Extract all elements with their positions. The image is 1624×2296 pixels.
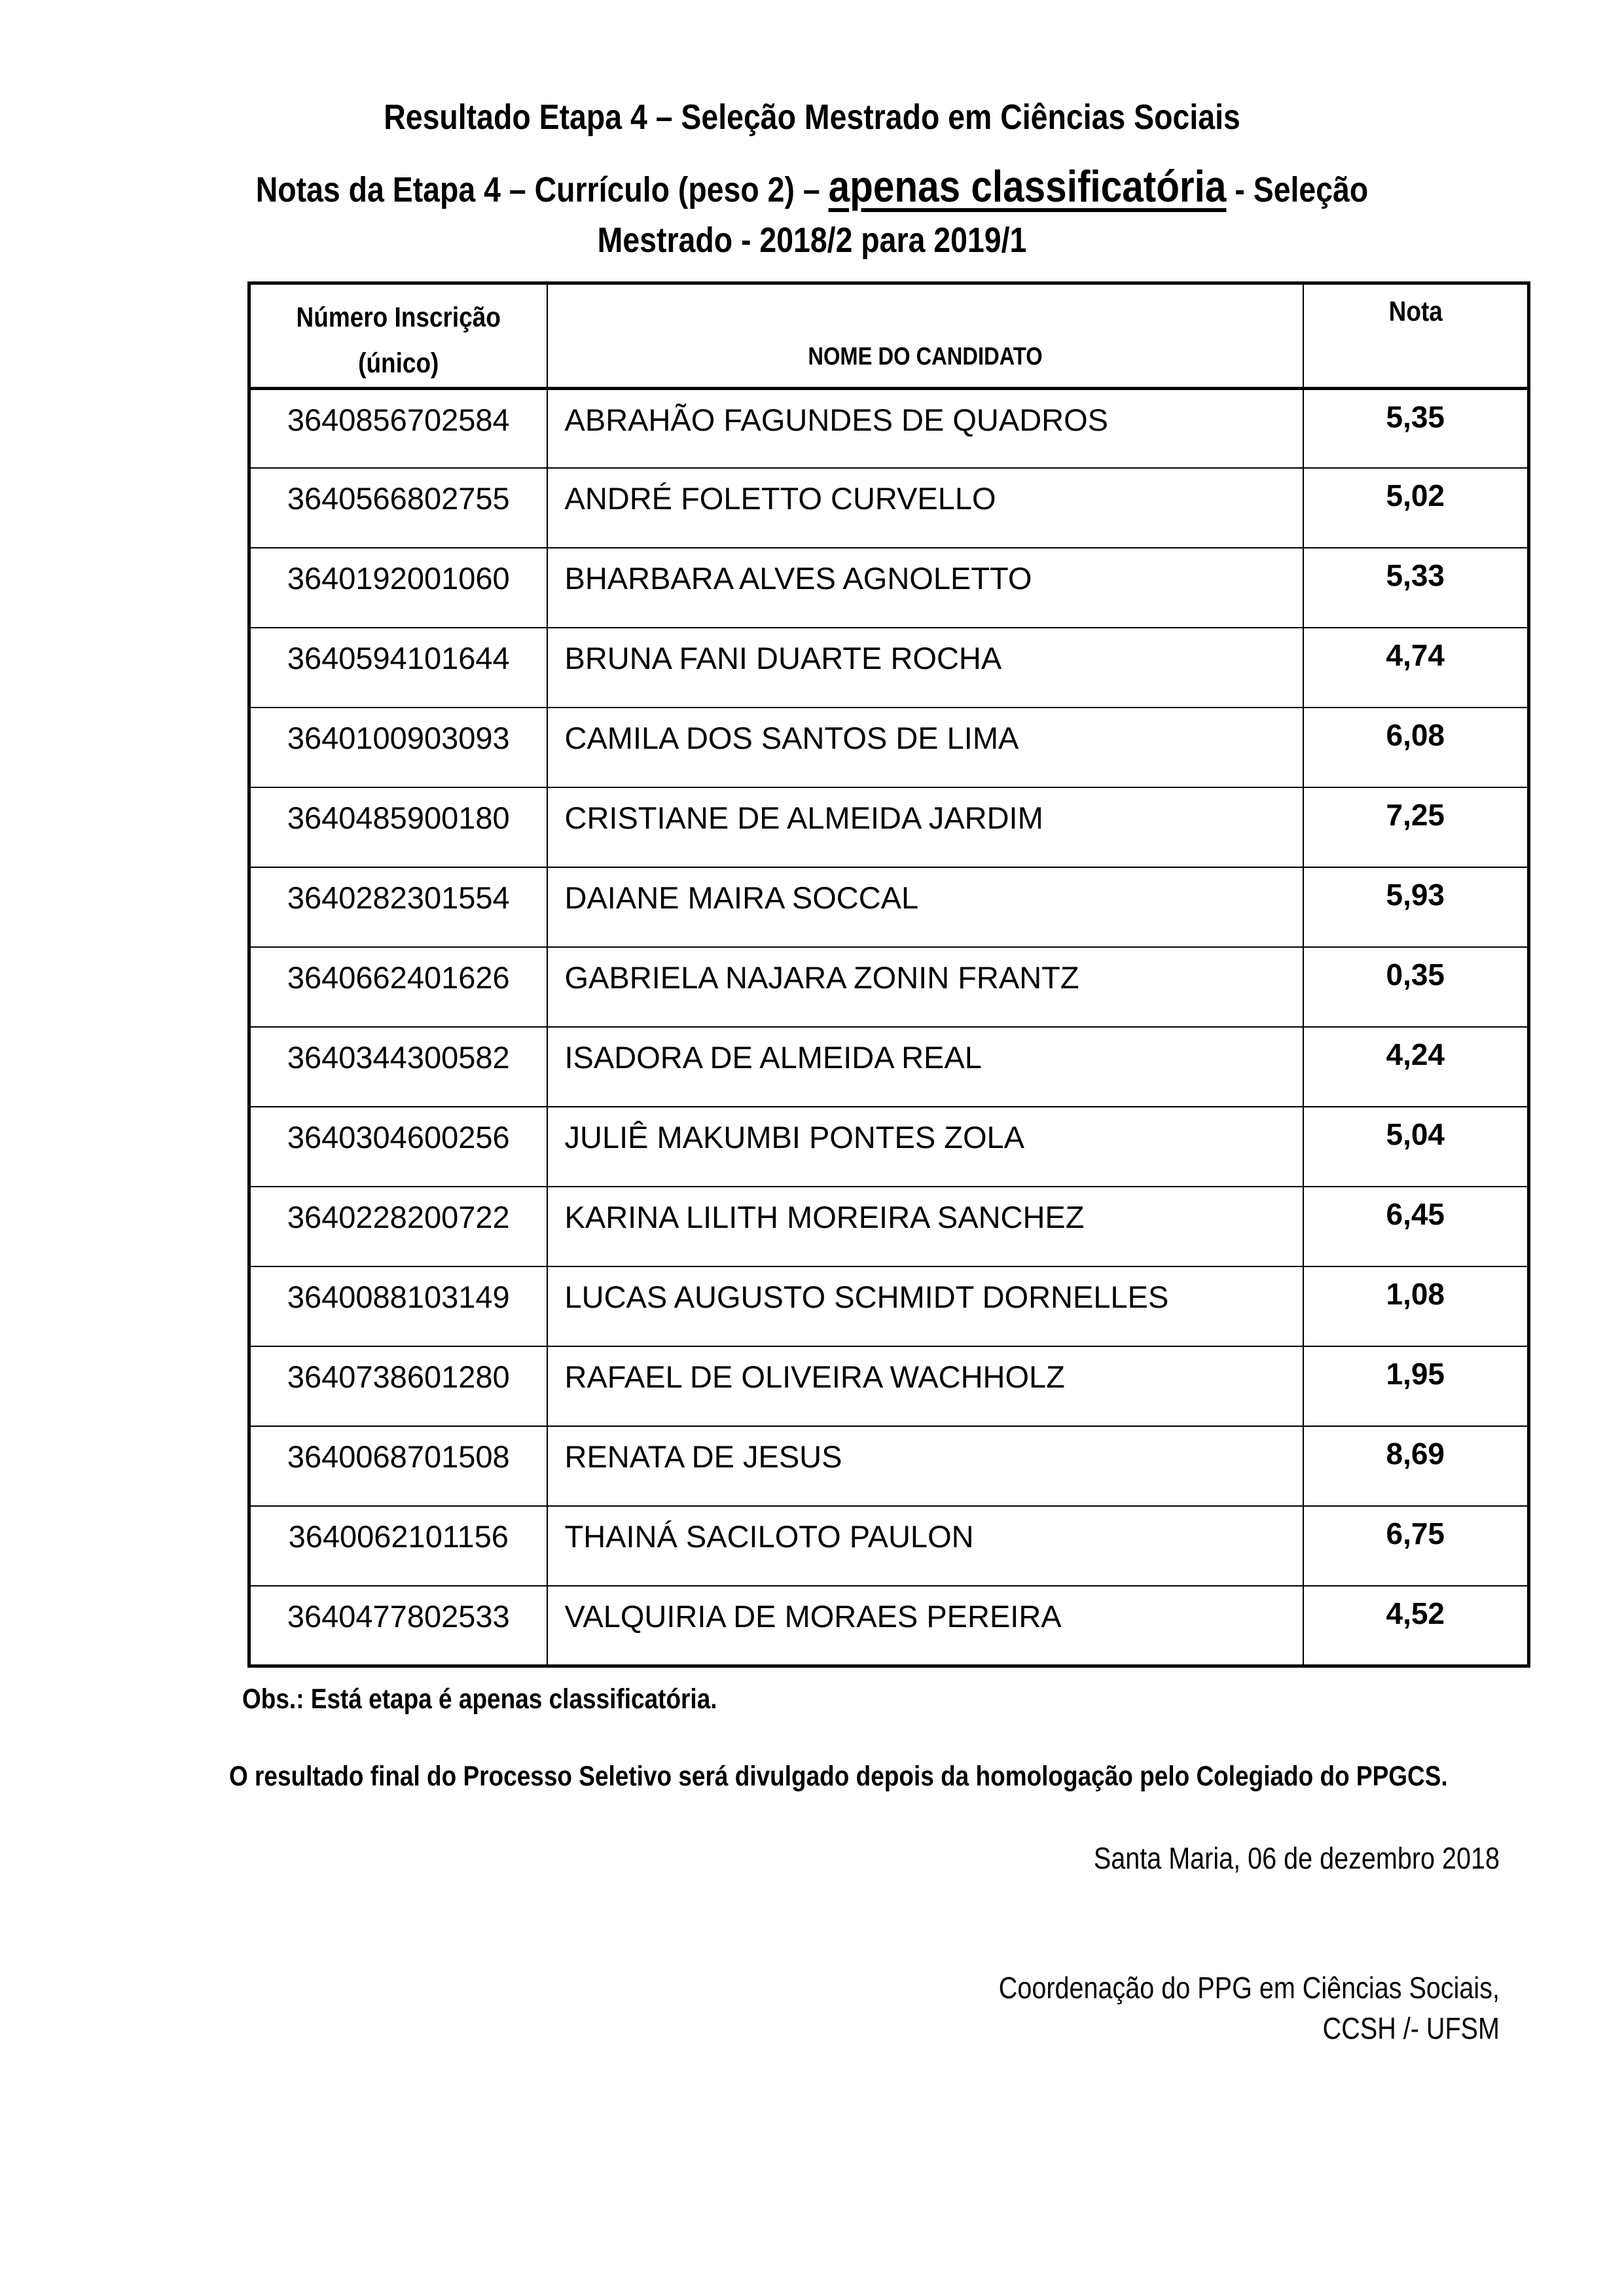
grade-cell: 6,08: [1303, 708, 1529, 787]
table-row: [249, 708, 1529, 787]
candidate-name-cell: ABRAHÃO FAGUNDES DE QUADROS: [547, 388, 1303, 468]
table-row: [249, 1506, 1529, 1586]
column-header-inscription-text: [272, 285, 525, 386]
inscription-number-cell: 3640344300582: [249, 1027, 547, 1107]
grade-cell: 1,95: [1303, 1346, 1529, 1426]
page-title: Resultado Etapa 4 – Seleção Mestrado em Ciências Sociais: [384, 98, 1240, 137]
candidate-name-cell: VALQUIRIA DE MORAES PEREIRA: [547, 1586, 1303, 1666]
grade-cell: 4,74: [1303, 628, 1529, 708]
grade-cell: 7,25: [1303, 787, 1529, 867]
grade-cell: 6,45: [1303, 1187, 1529, 1266]
inscription-number-cell: 3640304600256: [249, 1107, 547, 1187]
inscription-number-cell: 3640477802533: [249, 1586, 547, 1666]
table-row: [249, 468, 1529, 548]
candidate-name-header-text: NOME DO CANDIDATO: [807, 342, 1043, 370]
table-row: [249, 548, 1529, 628]
table-row: [249, 1027, 1529, 1107]
candidate-name-cell: CAMILA DOS SANTOS DE LIMA: [547, 708, 1303, 787]
table-row: [249, 1346, 1529, 1426]
grade-cell: 4,24: [1303, 1027, 1529, 1107]
grade-cell: 4,52: [1303, 1586, 1529, 1666]
observation-note: Obs.: Está etapa é apenas classificatória.: [242, 1683, 717, 1715]
inscription-number-cell: 3640192001060: [249, 548, 547, 628]
table-row: [249, 1586, 1529, 1666]
inscription-number-cell: 3640662401626: [249, 947, 547, 1027]
grade-cell: 5,93: [1303, 867, 1529, 947]
inscription-number-cell: 3640088103149: [249, 1266, 547, 1346]
final-result-note: O resultado final do Processo Seletivo será divulgado depois da homologação pelo Colegiado do PPGCS.: [229, 1760, 1448, 1792]
table-row: [249, 1107, 1529, 1187]
subtitle-suffix: - Seleção: [1226, 170, 1369, 210]
grade-cell: 5,04: [1303, 1107, 1529, 1187]
inscription-number-cell: 3640062101156: [249, 1506, 547, 1586]
column-header-grade: [1303, 283, 1529, 388]
grade-cell: 5,33: [1303, 548, 1529, 628]
inscription-header-line2: (único): [358, 347, 439, 379]
table-header-row: [249, 283, 1529, 388]
inscription-header-line1: Número Inscrição: [296, 301, 501, 333]
page-subtitle: [114, 159, 1511, 215]
table-row: [249, 1187, 1529, 1266]
grade-cell: 1,08: [1303, 1266, 1529, 1346]
grade-cell: 5,35: [1303, 388, 1529, 468]
candidate-name-cell: JULIÊ MAKUMBI PONTES ZOLA: [547, 1107, 1303, 1187]
table-row: [249, 947, 1529, 1027]
candidate-name-cell: LUCAS AUGUSTO SCHMIDT DORNELLES: [547, 1266, 1303, 1346]
signature-block: [0, 1967, 1500, 2049]
column-header-inscription-number: [249, 283, 547, 388]
candidate-name-cell: ISADORA DE ALMEIDA REAL: [547, 1027, 1303, 1107]
grade-header-text: Nota: [1388, 295, 1443, 327]
inscription-number-cell: 3640282301554: [249, 867, 547, 947]
grade-cell: 5,02: [1303, 468, 1529, 548]
inscription-number-cell: 3640594101644: [249, 628, 547, 708]
candidate-name-cell: KARINA LILITH MOREIRA SANCHEZ: [547, 1187, 1303, 1266]
candidate-name-cell: RENATA DE JESUS: [547, 1426, 1303, 1506]
subtitle-prefix: Notas da Etapa 4 – Currículo (peso 2) –: [255, 170, 829, 210]
inscription-number-cell: 3640738601280: [249, 1346, 547, 1426]
subtitle-emphasis-underlined: apenas classificatória: [828, 162, 1227, 212]
table-row: [249, 388, 1529, 468]
candidate-name-cell: BRUNA FANI DUARTE ROCHA: [547, 628, 1303, 708]
grade-cell: 0,35: [1303, 947, 1529, 1027]
candidate-name-cell: THAINÁ SACILOTO PAULON: [547, 1506, 1303, 1586]
signature-line1: Coordenação do PPG em Ciências Sociais,: [998, 1970, 1500, 2005]
inscription-number-cell: 3640228200722: [249, 1187, 547, 1266]
table-row: [249, 787, 1529, 867]
table-row: [249, 867, 1529, 947]
inscription-number-cell: 3640566802755: [249, 468, 547, 548]
inscription-number-cell: 3640100903093: [249, 708, 547, 787]
grade-cell: 8,69: [1303, 1426, 1529, 1506]
candidate-name-cell: ANDRÉ FOLETTO CURVELLO: [547, 468, 1303, 548]
candidate-name-cell: RAFAEL DE OLIVEIRA WACHHOLZ: [547, 1346, 1303, 1426]
inscription-number-cell: 3640068701508: [249, 1426, 547, 1506]
inscription-number-cell: 3640485900180: [249, 787, 547, 867]
inscription-number-cell: 3640856702584: [249, 388, 547, 468]
table-row: [249, 1266, 1529, 1346]
candidate-name-cell: BHARBARA ALVES AGNOLETTO: [547, 548, 1303, 628]
candidate-name-cell: GABRIELA NAJARA ZONIN FRANTZ: [547, 947, 1303, 1027]
table-row: [249, 1426, 1529, 1506]
candidate-name-cell: DAIANE MAIRA SOCCAL: [547, 867, 1303, 947]
date-line: Santa Maria, 06 de dezembro 2018: [1093, 1840, 1500, 1875]
grade-cell: 6,75: [1303, 1506, 1529, 1586]
page-subtitle-line2: Mestrado - 2018/2 para 2019/1: [597, 221, 1027, 260]
candidate-name-cell: CRISTIANE DE ALMEIDA JARDIM: [547, 787, 1303, 867]
signature-line2: CCSH /- UFSM: [1322, 2011, 1500, 2045]
table-row: [249, 628, 1529, 708]
column-header-candidate-name: [547, 283, 1303, 388]
results-table: [247, 281, 1530, 1668]
